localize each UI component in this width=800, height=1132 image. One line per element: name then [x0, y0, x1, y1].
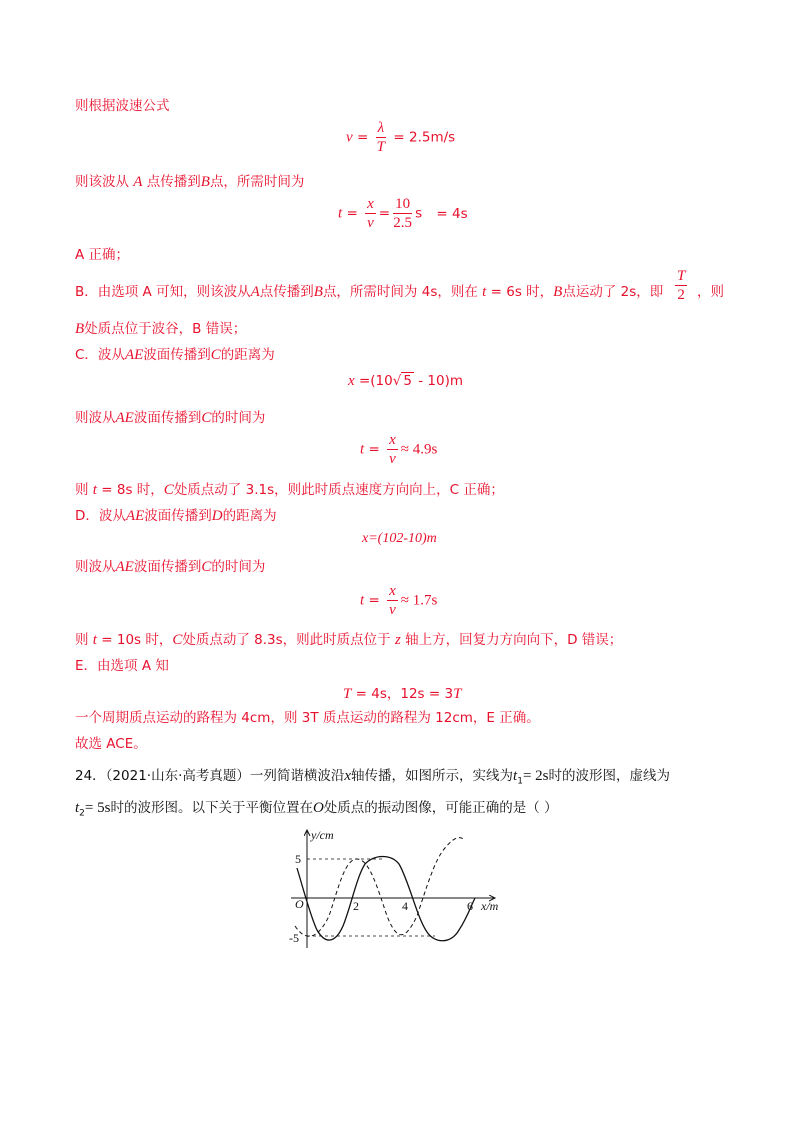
x-tick-2: 2	[353, 899, 359, 913]
formula-time-4.9s: t = $\frac{x}{v}$ ≈ 4.9s	[360, 432, 438, 467]
sqrt-5: √ 5	[392, 373, 412, 389]
formula-distance-c: x =(10√ 5 - 10)m	[348, 373, 463, 389]
text-line-option-b: B．由选项 A 可知，则该波从A点传播到B点，所需时间为 4s，则在 t = 6s 时，B点运动了 2s，即	[75, 284, 664, 300]
text-line-option-d: D．波从AE波面传播到D的距离为	[75, 508, 277, 524]
formula-wave-speed	[346, 120, 455, 155]
var-v: v	[346, 129, 353, 146]
denominator: T	[376, 139, 385, 155]
text-line-c-correct: 则 t = 8s 时，C处质点动了 3.1s，则此时质点速度方向向上，C 正确；	[75, 482, 504, 498]
formula-period: T = 4s，12s = 3T	[343, 686, 462, 702]
text-line-option-c: C．波从AE波面传播到C的距离为	[75, 347, 275, 363]
origin-label: O	[295, 897, 304, 911]
text-line-wave-speed-formula: 则根据波速公式	[75, 98, 170, 114]
y-axis-label: y/cm	[311, 828, 334, 842]
x-tick-6: 6	[467, 899, 473, 913]
text-line-e-correct: 一个周期质点运动的路程为 4cm，则 3T 质点运动的路程为 12cm，E 正确。	[75, 710, 540, 726]
eq-sign: =	[356, 129, 369, 146]
question-24-line-2: $t_2= 5s$时的波形图。以下关于平衡位置在O处质点的振动图像，可能正确的是（ ）	[75, 800, 558, 819]
result: = 2.5m/s	[393, 129, 456, 146]
text-line-option-e: E．由选项 A 知	[75, 658, 169, 674]
x-tick-4: 4	[402, 899, 408, 913]
y-tick-neg-5: -5	[289, 931, 299, 945]
text-line-time-to-c: 则波从AE波面传播到C的时间为	[75, 410, 266, 426]
text-line-option-b-conclusion: B处质点位于波谷，B 错误；	[75, 321, 247, 337]
fraction-T-over-2: $\frac{T}{2}$	[677, 268, 686, 303]
fraction-x-over-v: $\frac{x}{v}$	[367, 196, 374, 231]
question-24-line-1: 24．（2021·山东·高考真题）一列简谐横波沿x轴传播，如图所示，实线为$t_1= 2s$时的波形图，虚线为	[75, 768, 670, 787]
y-tick-5: 5	[295, 852, 301, 866]
text-line-answer: 故选 ACE。	[75, 736, 147, 752]
fraction-lambda-over-T	[376, 120, 387, 155]
fraction-10-over-2.5: $\frac{10}{2.5}$	[393, 196, 412, 231]
formula-time-4s: t = $\frac{x}{v}$ = $\frac{10}{2.5}$ s = 4s	[338, 196, 468, 231]
numerator: λ	[377, 120, 385, 136]
text-line-a-correct: A 正确；	[75, 247, 130, 263]
formula-time-1.7s: t = $\frac{x}{v}$ ≈ 1.7s	[360, 583, 438, 618]
text-line-time-to-c-2: 则波从AE波面传播到C的时间为	[75, 559, 266, 575]
dashed-wave-t2	[295, 838, 465, 937]
text-line-option-b-end: ，则	[697, 284, 724, 300]
text-line-propagation-time: 则该波从 A 点传播到B点，所需时间为	[75, 174, 305, 190]
wave-figure	[285, 826, 525, 956]
formula-distance-d: x=(102-10)m	[362, 531, 437, 546]
x-axis-label: x/m	[481, 899, 499, 913]
solid-wave-t1	[297, 857, 475, 941]
text-line-d-incorrect: 则 t = 10s 时，C处质点动了 8.3s，则此时质点位于 z 轴上方，回复力方向向下，D 错误；	[75, 632, 623, 648]
